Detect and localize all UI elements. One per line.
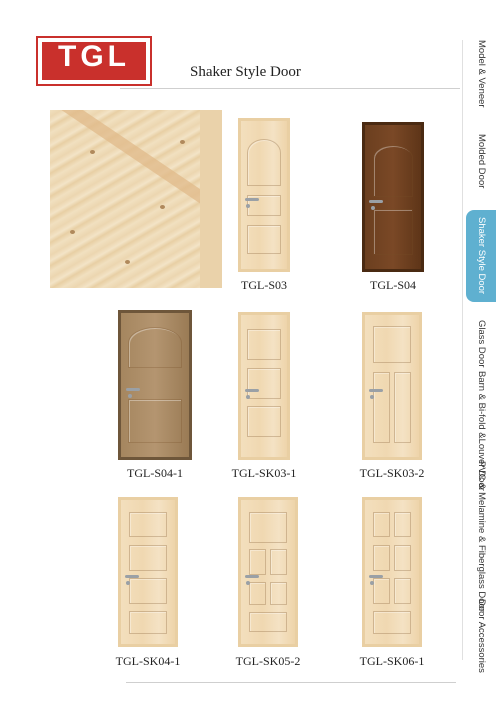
door-panel <box>129 545 168 571</box>
door-panel <box>373 145 413 197</box>
door-code-caption: TGL-S04-1 <box>127 466 183 480</box>
door-panel <box>247 225 282 255</box>
door-handle-icon <box>125 575 139 578</box>
door-tgl-sk06-1-image <box>362 497 422 647</box>
door-lock-icon <box>246 395 250 399</box>
door-panel <box>394 578 411 604</box>
door-panel <box>394 512 411 538</box>
side-divider <box>462 40 463 660</box>
door-panel <box>373 512 390 538</box>
door-handle-icon <box>126 388 140 391</box>
door-tgl-sk03-1-image <box>238 312 290 460</box>
door-code-caption: TGL-SK06-1 <box>359 654 425 668</box>
door-tgl-sk04-1-image <box>118 497 178 647</box>
door-panel <box>373 326 412 363</box>
tab-door-accessories[interactable]: Door Accessories <box>476 599 487 673</box>
tab-shaker-style-door[interactable]: Shaker Style Door <box>466 210 496 302</box>
door-panel <box>128 327 182 367</box>
door-panel <box>373 578 390 604</box>
bottom-divider <box>126 682 456 683</box>
door-panel <box>249 612 288 632</box>
door-handle-icon <box>369 389 383 392</box>
door-code-caption: TGL-S04 <box>370 278 416 292</box>
door-lock-icon <box>370 395 374 399</box>
door-tgl-s04-image <box>362 122 424 272</box>
door-handle-icon <box>369 200 383 203</box>
tab-model-veneer[interactable]: Model & Veneer <box>476 40 487 108</box>
tab-molded-door[interactable]: Molded Door <box>476 133 487 189</box>
door-handle-icon <box>245 575 259 578</box>
door-tgl-sk03-2-image <box>362 312 422 460</box>
door-panel <box>373 545 390 571</box>
door-code-caption: TGL-S03 <box>241 278 287 292</box>
page-title: Shaker Style Door <box>190 64 301 80</box>
door-panel <box>373 611 412 634</box>
door-code-caption: TGL-SK05-2 <box>235 654 301 668</box>
door-code-caption: TGL-SK03-1 <box>231 466 297 480</box>
tab-barn-bifold-louver-door[interactable]: Barn & Bi-fold &Louver Door <box>476 371 487 491</box>
title-divider <box>120 88 460 89</box>
door-handle-icon <box>245 198 259 201</box>
door-panel <box>129 611 168 634</box>
door-panel <box>373 209 413 255</box>
tgl-logo <box>36 36 152 86</box>
door-handle-icon <box>245 389 259 392</box>
door-code-caption: TGL-SK03-2 <box>359 466 425 480</box>
door-panel <box>247 329 280 360</box>
door-tgl-s03-image <box>238 118 290 272</box>
logo-text: TGL <box>58 40 130 73</box>
door-panel <box>270 549 287 575</box>
door-panel <box>270 582 287 605</box>
door-lock-icon <box>246 204 250 208</box>
door-panel <box>247 139 282 186</box>
door-panel <box>249 512 288 544</box>
door-panel <box>129 578 168 604</box>
tab-pvc-melamine-fiberglass-door[interactable]: PVC & Melamine & Fiberglass Door <box>476 460 487 612</box>
door-lock-icon <box>371 206 375 210</box>
door-panel <box>373 372 390 443</box>
door-panel <box>394 545 411 571</box>
tab-glass-door[interactable]: Glass Door <box>476 320 487 368</box>
door-panel <box>128 399 182 442</box>
door-panel <box>249 582 266 605</box>
door-lock-icon <box>128 394 132 398</box>
door-code-caption: TGL-SK04-1 <box>115 654 181 668</box>
wood-veneer-swatch <box>50 110 222 288</box>
door-handle-icon <box>369 575 383 578</box>
door-panel <box>394 372 411 443</box>
door-tgl-sk05-2-image <box>238 497 298 647</box>
door-tgl-s04-1-image <box>118 310 192 460</box>
door-panel <box>249 549 266 575</box>
door-panel <box>247 368 280 399</box>
door-panel <box>129 512 168 538</box>
door-panel <box>247 406 280 437</box>
